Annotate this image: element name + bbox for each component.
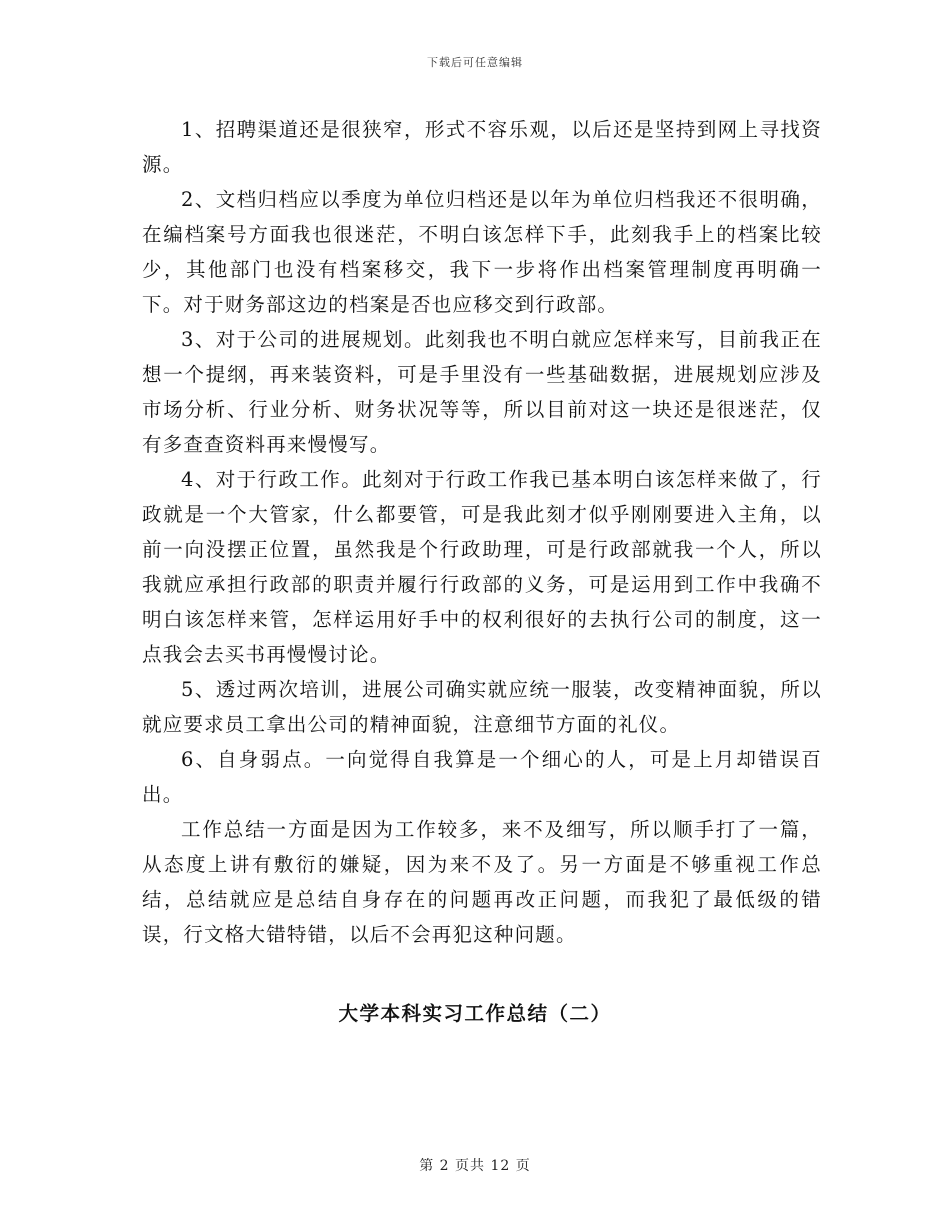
- document-body: [142, 112, 822, 952]
- paragraph-archiving: 2、文档归档应以季度为单位归档还是以年为单位归档我还不很明确，在编档案号方面我也很迷茫，不明白该怎样下手，此刻我手上的档案比较少，其他部门也没有档案移交，我下一步将作出档案管理制度再明确一下。对于财务部这边的档案是否也应移交到行政部。: [142, 188, 822, 316]
- paragraph-weakness: 6、自身弱点。一向觉得自我算是一个细心的人，可是上月却错误百出。: [142, 748, 822, 806]
- paragraph-training: 5、透过两次培训，进展公司确实就应统一服装，改变精神面貌，所以就应要求员工拿出公司的精神面貌，注意细节方面的礼仪。: [142, 678, 822, 736]
- paragraph-administration: 4、对于行政工作。此刻对于行政工作我已基本明白该怎样来做了，行政就是一个大管家，什么都要管，可是我此刻才似乎刚刚要进入主角，以前一向没摆正位置，虽然我是个行政助理，可是行政部就我一个人，所以我就应承担行政部的职责并履行行政部的义务，可是运用到工作中我确不明白该怎样来管，怎样运用好手中的权利很好的去执行公司的制度，这一点我会去买书再慢慢讨论。: [142, 468, 822, 666]
- page-header: 下载后可任意编辑: [427, 56, 523, 69]
- section-title: 大学本科实习工作总结（二）: [338, 1002, 612, 1025]
- page-footer: 第 2 页共 12 页: [419, 1158, 531, 1174]
- paragraph-recruitment: 1、招聘渠道还是很狭窄，形式不容乐观，以后还是坚持到网上寻找资源。: [142, 118, 822, 176]
- paragraph-planning: 3、对于公司的进展规划。此刻我也不明白就应怎样来写，目前我正在想一个提纲，再来装资料，可是手里没有一些基础数据，进展规划应涉及市场分析、行业分析、财务状况等等，所以目前对这一块还是很迷茫，仅有多查查资料再来慢慢写。: [142, 328, 822, 456]
- paragraph-summary: 工作总结一方面是因为工作较多，来不及细写，所以顺手打了一篇，从态度上讲有敷衍的嫌疑，因为来不及了。另一方面是不够重视工作总结，总结就应是总结自身存在的问题再改正问题，而我犯了最低级的错误，行文格大错特错，以后不会再犯这种问题。: [142, 818, 822, 946]
